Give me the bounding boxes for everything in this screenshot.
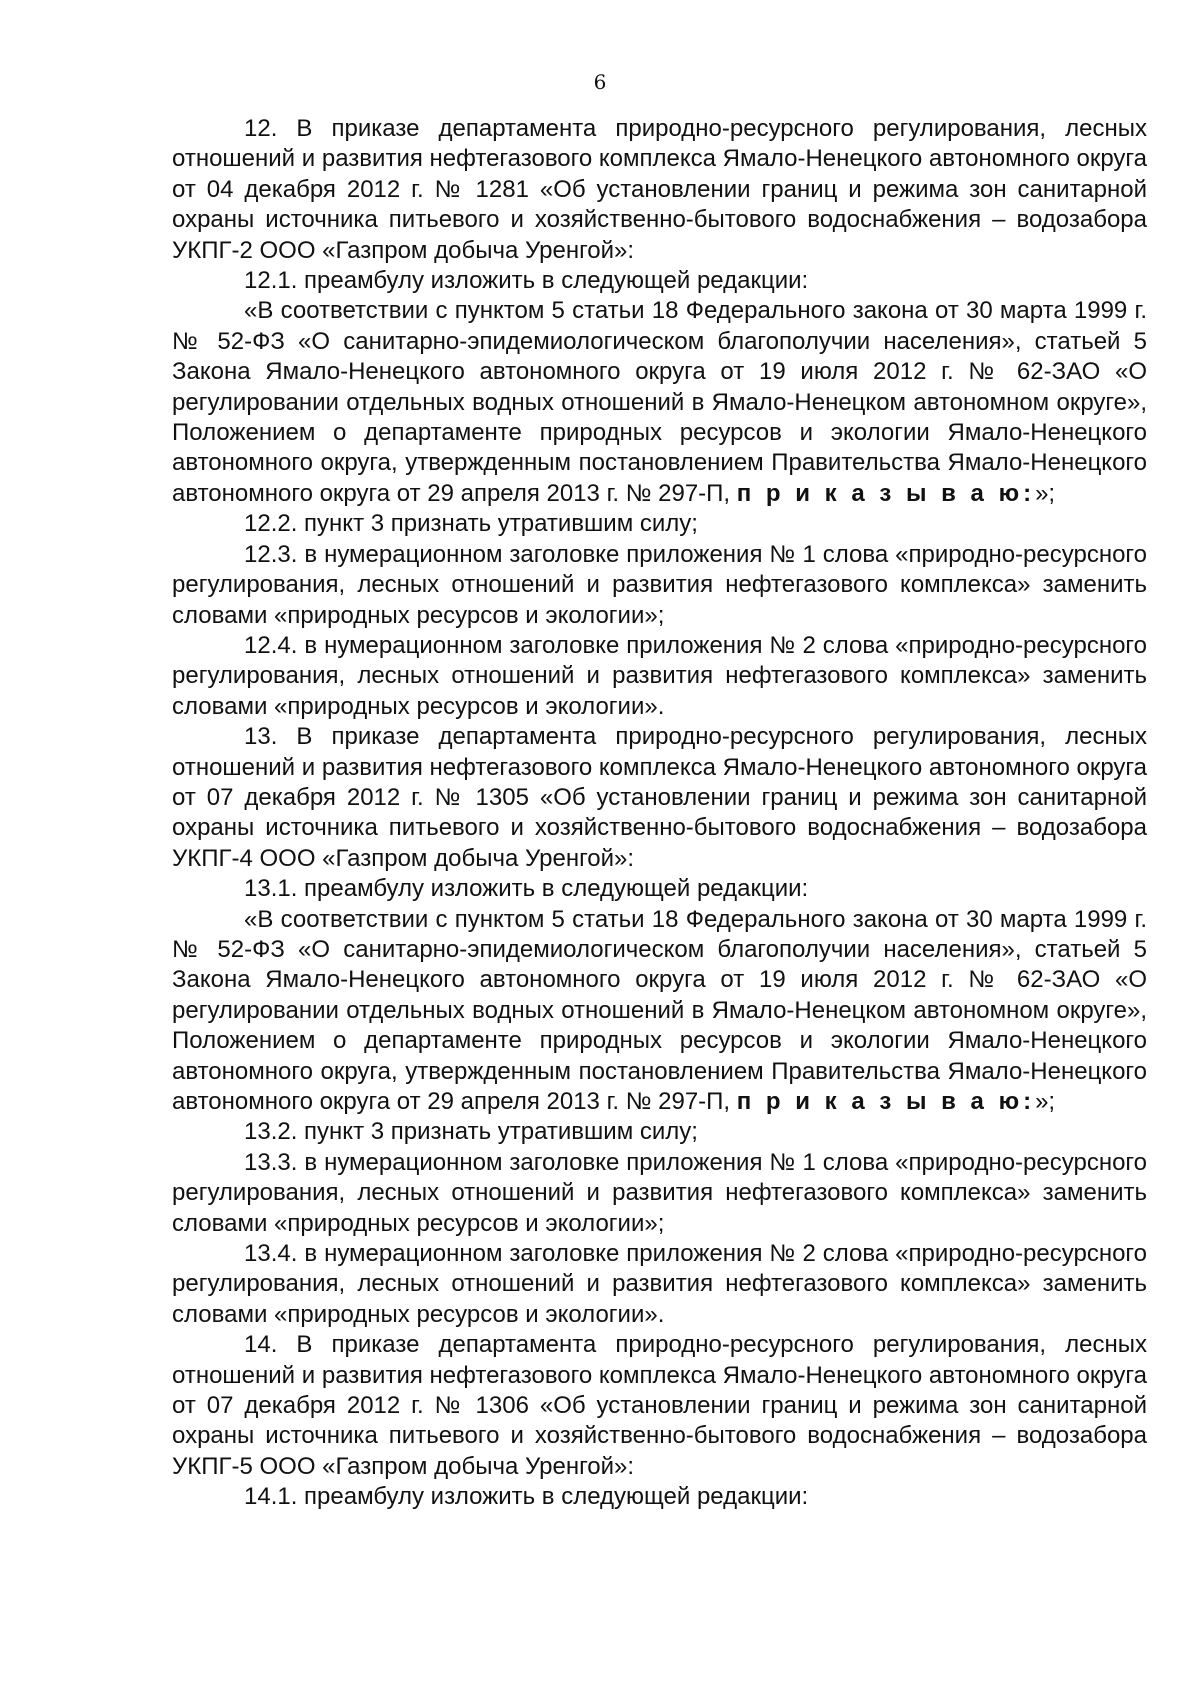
paragraph-tail: »; [1035, 1088, 1056, 1115]
paragraph-text: 13.2. пункт 3 признать утратившим силу; [244, 1118, 698, 1146]
paragraph-text: 13.3. в нумерационном заголовке приложения № 1 слова «природно-ресурсного регулирования, лесных отношений и развития нефтегазового комплекса» заменить словами «природных ресурсов и экологии»; [172, 1148, 1147, 1237]
document-body [172, 114, 1147, 1513]
paragraph-13-2 [172, 1117, 1147, 1147]
paragraph-13-4 [172, 1239, 1147, 1330]
paragraph-14 [172, 1330, 1147, 1482]
paragraph-text: «В соответствии с пунктом 5 статьи 18 Федерального закона от 30 марта 1999 г. № 52-ФЗ «О санитарно-эпидемиологическом благополучии населения», статьей 5 Закона Ямало-Ненецкого автономного округа от 19 июля 2012 г. № 62-ЗАО «О регулировании отдельных водных отношений в Ямало-Ненецком автономном округе», Положением о департаменте природных ресурсов и экологии Ямало-Ненецкого автономного округа, утвержденным постановлением Правительства Ямало-Ненецкого автономного округа от 29 апреля 2013 г. № 297-П, [172, 905, 1147, 1115]
paragraph-text: «В соответствии с пунктом 5 статьи 18 Федерального закона от 30 марта 1999 г. № 52-ФЗ «О санитарно-эпидемиологическом благополучии населения», статьей 5 Закона Ямало-Ненецкого автономного округа от 19 июля 2012 г. № 62-ЗАО «О регулировании отдельных водных отношений в Ямало-Ненецком автономном округе», Положением о департаменте природных ресурсов и экологии Ямало-Ненецкого автономного округа, утвержденным постановлением Правительства Ямало-Ненецкого автономного округа от 29 апреля 2013 г. № 297-П, [172, 297, 1147, 507]
paragraph-12-3 [172, 540, 1147, 631]
paragraph-text: 12.1. преамбулу изложить в следующей редакции: [244, 267, 809, 295]
paragraph-text: 13.4. в нумерационном заголовке приложения № 2 слова «природно-ресурсного регулирования, лесных отношений и развития нефтегазового комплекса» заменить словами «природных ресурсов и экологии». [172, 1240, 1147, 1328]
paragraph-text: 13.1. преамбулу изложить в следующей редакции: [244, 875, 809, 903]
paragraph-12-4 [172, 631, 1147, 722]
paragraph-tail: »; [1035, 479, 1056, 507]
paragraph-13 [172, 722, 1147, 874]
order-keyword: п р и к а з ы в а ю: [736, 1088, 1036, 1115]
paragraph-14-1 [172, 1482, 1147, 1512]
paragraph-13-1 [172, 874, 1147, 904]
page-number: 6 [593, 70, 607, 94]
paragraph-text: 12. В приказе департамента природно-ресурсного регулирования, лесных отношений и развития нефтегазового комплекса Ямало-Ненецкого автономного округа от 04 декабря 2012 г. № 1281 «Об установлении границ и режима зон санитарной охраны источника питьевого и хозяйственно-бытового водоснабжения – водозабора УКПГ-2 ООО «Газпром добыча Уренгой»: [172, 115, 1147, 264]
paragraph-text: 14. В приказе департамента природно-ресурсного регулирования, лесных отношений и развития нефтегазового комплекса Ямало-Ненецкого автономного округа от 07 декабря 2012 г. № 1306 «Об установлении границ и режима зон санитарной охраны источника питьевого и хозяйственно-бытового водоснабжения – водозабора УКПГ-5 ООО «Газпром добыча Уренгой»: [172, 1331, 1147, 1480]
paragraph-12-1 [172, 266, 1147, 296]
paragraph-text: 14.1. преамбулу изложить в следующей редакции: [244, 1483, 809, 1511]
paragraph-12-1-quote [172, 296, 1147, 509]
paragraph-text: 12.4. в нумерационном заголовке приложения № 2 слова «природно-ресурсного регулирования, лесных отношений и развития нефтегазового комплекса» заменить словами «природных ресурсов и экологии». [172, 631, 1147, 720]
paragraph-text: 13. В приказе департамента природно-ресурсного регулирования, лесных отношений и развития нефтегазового комплекса Ямало-Ненецкого автономного округа от 07 декабря 2012 г. № 1305 «Об установлении границ и режима зон санитарной охраны источника питьевого и хозяйственно-бытового водоснабжения – водозабора УКПГ-4 ООО «Газпром добыча Уренгой»: [172, 723, 1147, 872]
paragraph-13-1-quote [172, 905, 1147, 1118]
order-keyword: п р и к а з ы в а ю: [736, 479, 1036, 507]
paragraph-12-2 [172, 509, 1147, 539]
paragraph-13-3 [172, 1148, 1147, 1239]
paragraph-text: 12.3. в нумерационном заголовке приложения № 1 слова «природно-ресурсного регулирования, лесных отношений и развития нефтегазового комплекса» заменить словами «природных ресурсов и экологии»; [172, 540, 1147, 629]
paragraph-12 [172, 114, 1147, 266]
paragraph-text: 12.2. пункт 3 признать утратившим силу; [244, 510, 698, 538]
